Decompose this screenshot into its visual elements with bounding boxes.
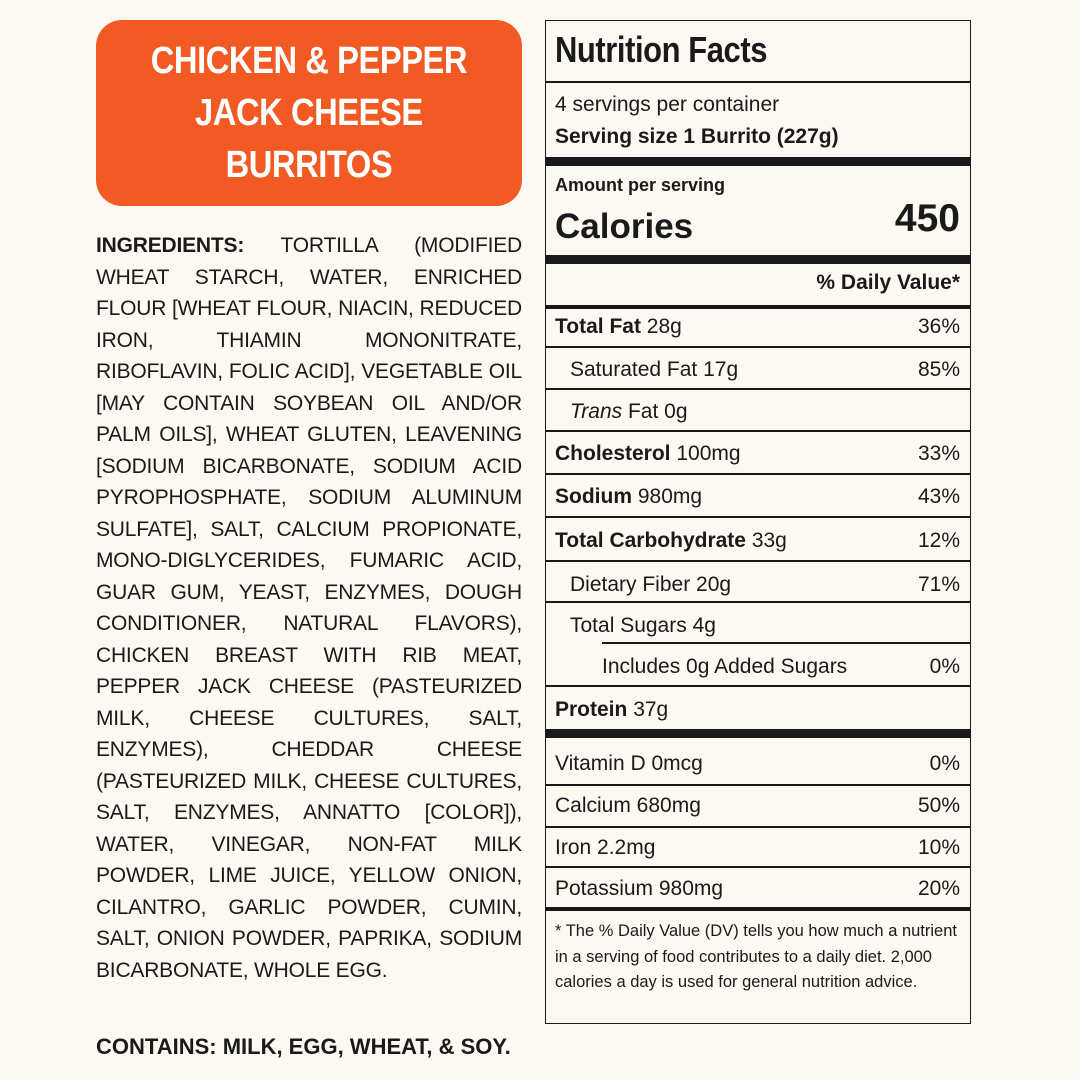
row-trans-fat	[570, 400, 688, 424]
thick-divider	[546, 729, 970, 738]
row-potassium: Potassium 980mg	[555, 877, 724, 900]
row-calcium: Calcium 680mg	[555, 794, 701, 817]
nutrient-label: Saturated Fat	[570, 358, 698, 381]
divider	[546, 560, 970, 562]
dv-added-sugars: 0%	[929, 655, 960, 678]
dv-dietary-fiber: 71%	[917, 573, 960, 596]
daily-value-header: % Daily Value*	[816, 271, 960, 294]
nutrient-label: Sodium	[555, 485, 632, 508]
nutrient-label: Trans	[570, 400, 623, 423]
thick-divider	[546, 255, 970, 264]
dv-calcium: 50%	[917, 794, 960, 817]
dv-vitamin-d: 0%	[929, 752, 960, 775]
nutrient-label: Cholesterol	[555, 442, 671, 465]
allergen-statement: CONTAINS: MILK, EGG, WHEAT, & SOY.	[96, 1034, 511, 1059]
row-vitamin-d: Vitamin D 0mcg	[555, 752, 703, 775]
dv-total-fat: 36%	[917, 315, 960, 338]
nutrition-facts-title: Nutrition Facts	[555, 29, 768, 70]
divider	[546, 784, 970, 786]
serving-size-value: 1 Burrito (227g)	[683, 125, 839, 148]
row-added-sugars: Includes 0g Added Sugars	[602, 655, 848, 678]
row-total-sugars	[570, 614, 716, 638]
divider	[546, 516, 970, 518]
divider	[546, 81, 970, 83]
dv-cholesterol: 33%	[917, 442, 960, 465]
medium-divider	[546, 907, 970, 911]
row-dietary-fiber	[570, 573, 731, 597]
dv-iron: 10%	[917, 836, 960, 859]
servings-per-container: 4 servings per container	[555, 93, 780, 116]
row-iron: Iron 2.2mg	[555, 836, 656, 859]
divider	[546, 430, 970, 432]
divider	[546, 388, 970, 390]
ingredients-text: TORTILLA (MODIFIED WHEAT STARCH, WATER, ENRICHED FLOUR [WHEAT FLOUR, NIACIN, REDUCED IRON, THIAMIN MONONITRATE, RIBOFLAVIN, FOLIC ACID], VEGETABLE OIL [MAY CONTAIN SOYBEAN OIL AND/OR PALM OILS], WHEAT GLUTEN, LEAVENING [SODIUM BICARBONATE, SODIUM ACID PYROPHOSPHATE, SODIUM ALUMINUM SULFATE], SALT, CALCIUM PROPIONATE, MONO-DIGLYCERIDES, FUMARIC ACID, GUAR GUM, YEAST, ENZYMES, DOUGH CONDITIONER, NATURAL FLAVORS), CHICKEN BREAST WITH RIB MEAT, PEPPER JACK CHEESE (PASTEURIZED MILK, CHEESE CULTURES, SALT, ENZYMES), CHEDDAR CHEESE (PASTEURIZED MILK, CHEESE CULTURES, SALT, ENZYMES, ANNATTO [COLOR]), WATER, VINEGAR, NON-FAT MILK POWDER, LIME JUICE, YELLOW ONION, CILANTRO, GARLIC POWDER, CUMIN, SALT, ONION POWDER, PAPRIKA, SODIUM BICARBONATE, WHOLE EGG.	[96, 234, 522, 982]
divider	[546, 826, 970, 828]
nutrient-amount: 4g	[692, 614, 716, 637]
nutrient-amount: 980mg	[637, 485, 703, 508]
medium-divider	[546, 305, 970, 309]
divider	[602, 642, 970, 644]
amount-per-serving: Amount per serving	[555, 175, 726, 195]
ingredients-label: INGREDIENTS:	[96, 234, 245, 257]
nutrient-amount: 33g	[751, 529, 787, 552]
nutrition-facts-panel	[545, 20, 971, 1024]
nutrient-amount: 0g	[664, 400, 688, 423]
nutrient-amount: 28g	[646, 315, 682, 338]
divider	[546, 866, 970, 868]
thick-divider	[546, 157, 970, 166]
divider	[546, 473, 970, 475]
product-title: CHICKEN & PEPPER JACK CHEESE BURRITOS	[150, 40, 468, 186]
ingredients-block	[96, 230, 522, 986]
row-saturated-fat	[570, 358, 738, 382]
row-sodium	[555, 485, 702, 509]
nutrient-label: Total Sugars	[570, 614, 687, 637]
nutrient-amount: 17g	[703, 358, 739, 381]
nutrient-label-suffix: Fat	[627, 400, 659, 423]
nutrient-label: Protein	[555, 698, 628, 721]
nutrient-amount: 20g	[696, 573, 732, 596]
divider	[546, 601, 970, 603]
divider	[546, 685, 970, 687]
dv-sodium: 43%	[917, 485, 960, 508]
serving-size-label: Serving size	[555, 125, 678, 148]
divider	[546, 346, 970, 348]
row-cholesterol	[555, 442, 741, 466]
nutrient-label: Total Fat	[555, 315, 641, 338]
daily-value-footnote: * The % Daily Value (DV) tells you how much a nutrient in a serving of food contributes to a daily diet. 2,000 calories a day is used for general nutrition advice.	[555, 922, 957, 991]
row-total-fat	[555, 315, 682, 339]
row-total-carbohydrate	[555, 529, 787, 553]
serving-size	[555, 125, 839, 149]
nutrient-label: Dietary Fiber	[570, 573, 691, 596]
nutrient-amount: 100mg	[676, 442, 741, 465]
dv-potassium: 20%	[917, 877, 960, 900]
dv-total-carbohydrate: 12%	[917, 529, 960, 552]
dv-saturated-fat: 85%	[917, 358, 960, 381]
nutrient-label: Total Carbohydrate	[555, 529, 746, 552]
nutrient-amount: 37g	[633, 698, 669, 721]
product-title-badge	[96, 20, 522, 206]
calories-label: Calories	[555, 207, 694, 246]
row-protein	[555, 698, 668, 722]
calories-value: 450	[894, 197, 960, 240]
